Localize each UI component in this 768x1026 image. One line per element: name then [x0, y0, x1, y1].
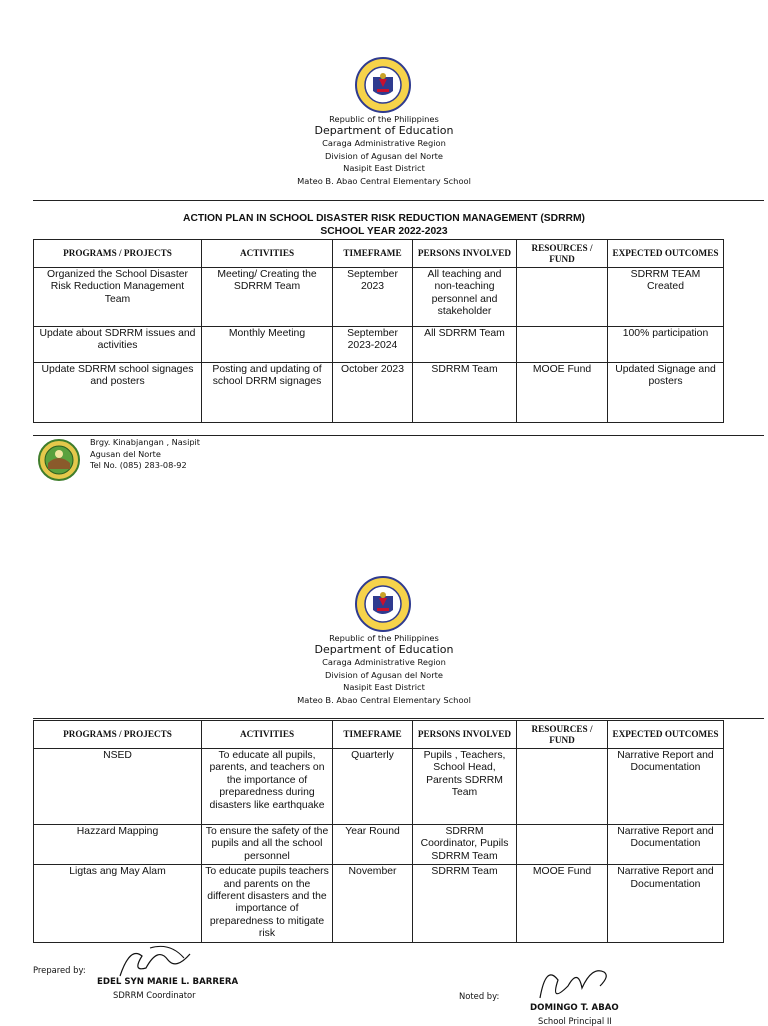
department-text: Department of Education	[314, 124, 454, 138]
cell-timeframe: Quarterly	[333, 749, 413, 825]
cell-persons: All teaching and non-teaching personnel and stakeholder	[413, 268, 517, 327]
table-row	[34, 327, 724, 363]
republic-text: Republic of the Philippines	[329, 633, 439, 643]
col-activities: ACTIVITIES	[202, 721, 333, 749]
signature-noted	[532, 960, 618, 1008]
region-text: Caraga Administrative Region	[322, 657, 446, 668]
table-row	[34, 268, 724, 327]
cell-persons: Pupils , Teachers, School Head, Parents SDRRM Team	[413, 749, 517, 825]
action-plan-table-1	[33, 239, 724, 423]
cell-activities: To ensure the safety of the pupils and all the school personnel	[202, 825, 333, 865]
district-text: Nasipit East District	[343, 682, 425, 693]
cell-activities: Monthly Meeting	[202, 327, 333, 363]
col-persons: PERSONS INVOLVED	[413, 721, 517, 749]
deped-seal-logo	[355, 57, 411, 113]
cell-resources	[517, 825, 608, 865]
footer-divider	[33, 435, 764, 436]
cell-programs: Hazzard Mapping	[34, 825, 202, 865]
col-resources: RESOURCES / FUND	[517, 240, 608, 268]
header-divider	[33, 200, 764, 201]
noted-by-name: DOMINGO T. ABAO	[530, 1003, 619, 1013]
letterhead-page-2	[0, 632, 768, 706]
cell-programs: NSED	[34, 749, 202, 825]
noted-by-role: School Principal II	[538, 1016, 612, 1026]
republic-text: Republic of the Philippines	[329, 114, 439, 124]
division-text: Division of Agusan del Norte	[324, 150, 443, 161]
cell-activities: To educate pupils teachers and parents on the different disasters and the importance of preparedness to mitigate risk	[202, 865, 333, 942]
address-line-3: Tel No. (085) 283-08-92	[90, 460, 187, 470]
division-text: Division of Agusan del Norte	[324, 669, 443, 680]
cell-outcomes: Narrative Report and Documentation	[608, 749, 724, 825]
cell-timeframe: Year Round	[333, 825, 413, 865]
school-address	[90, 437, 200, 472]
school-text: Mateo B. Abao Central Elementary School	[297, 694, 471, 705]
col-activities: ACTIVITIES	[202, 240, 333, 268]
prepared-by-name: EDEL SYN MARIE L. BARRERA	[97, 977, 239, 987]
cell-resources	[517, 749, 608, 825]
col-outcomes: EXPECTED OUTCOMES	[608, 240, 724, 268]
col-timeframe: TIMEFRAME	[333, 240, 413, 268]
header-divider	[33, 718, 764, 719]
cell-timeframe: October 2023	[333, 363, 413, 423]
cell-outcomes: SDRRM TEAM Created	[608, 268, 724, 327]
table-row	[34, 749, 724, 825]
cell-persons: SDRRM Team	[413, 865, 517, 942]
table-row	[34, 865, 724, 942]
cell-activities: To educate all pupils, parents, and teachers on the importance of preparedness during disasters like earthquake	[202, 749, 333, 825]
table-header-row	[34, 240, 724, 268]
cell-resources: MOOE Fund	[517, 363, 608, 423]
col-resources: RESOURCES / FUND	[517, 721, 608, 749]
deped-seal-logo	[355, 576, 411, 632]
plan-title: ACTION PLAN IN SCHOOL DISASTER RISK REDUCTION MANAGEMENT (SDRRM)	[183, 213, 585, 224]
action-plan-table-2	[33, 720, 724, 943]
table-header-row	[34, 721, 724, 749]
col-outcomes: EXPECTED OUTCOMES	[608, 721, 724, 749]
col-programs: PROGRAMS / PROJECTS	[34, 240, 202, 268]
cell-persons: SDRRM Coordinator, Pupils SDRRM Team	[413, 825, 517, 865]
col-persons: PERSONS INVOLVED	[413, 240, 517, 268]
district-text: Nasipit East District	[343, 163, 425, 174]
prepared-by-role: SDRRM Coordinator	[113, 990, 196, 1000]
address-line-1: Brgy. Kinabjangan , Nasipit	[90, 437, 201, 447]
cell-activities: Meeting/ Creating the SDRRM Team	[202, 268, 333, 327]
school-text: Mateo B. Abao Central Elementary School	[297, 175, 471, 186]
cell-persons: All SDRRM Team	[413, 327, 517, 363]
cell-resources	[517, 268, 608, 327]
cell-outcomes: Updated Signage and posters	[608, 363, 724, 423]
department-text: Department of Education	[314, 643, 454, 657]
cell-programs: Ligtas ang May Alam	[34, 865, 202, 942]
col-timeframe: TIMEFRAME	[333, 721, 413, 749]
cell-resources	[517, 327, 608, 363]
cell-timeframe: September 2023	[333, 268, 413, 327]
region-text: Caraga Administrative Region	[322, 138, 446, 149]
cell-outcomes: 100% participation	[608, 327, 724, 363]
address-line-2: Agusan del Norte	[90, 448, 161, 459]
cell-timeframe: September 2023-2024	[333, 327, 413, 363]
cell-programs: Organized the School Disaster Risk Reduction Management Team	[34, 268, 202, 327]
cell-programs: Update about SDRRM issues and activities	[34, 327, 202, 363]
cell-resources: MOOE Fund	[517, 865, 608, 942]
school-logo	[38, 439, 80, 481]
cell-outcomes: Narrative Report and Documentation	[608, 825, 724, 865]
cell-activities: Posting and updating of school DRRM signages	[202, 363, 333, 423]
cell-outcomes: Narrative Report and Documentation	[608, 865, 724, 942]
table-row	[34, 363, 724, 423]
cell-persons: SDRRM Team	[413, 363, 517, 423]
prepared-by-label: Prepared by:	[33, 965, 86, 975]
noted-by-label: Noted by:	[459, 991, 500, 1001]
letterhead-page-1	[0, 113, 768, 187]
cell-programs: Update SDRRM school signages and posters	[34, 363, 202, 423]
col-programs: PROGRAMS / PROJECTS	[34, 721, 202, 749]
school-year: SCHOOL YEAR 2022-2023	[320, 226, 448, 237]
table-row	[34, 825, 724, 865]
cell-timeframe: November	[333, 865, 413, 942]
